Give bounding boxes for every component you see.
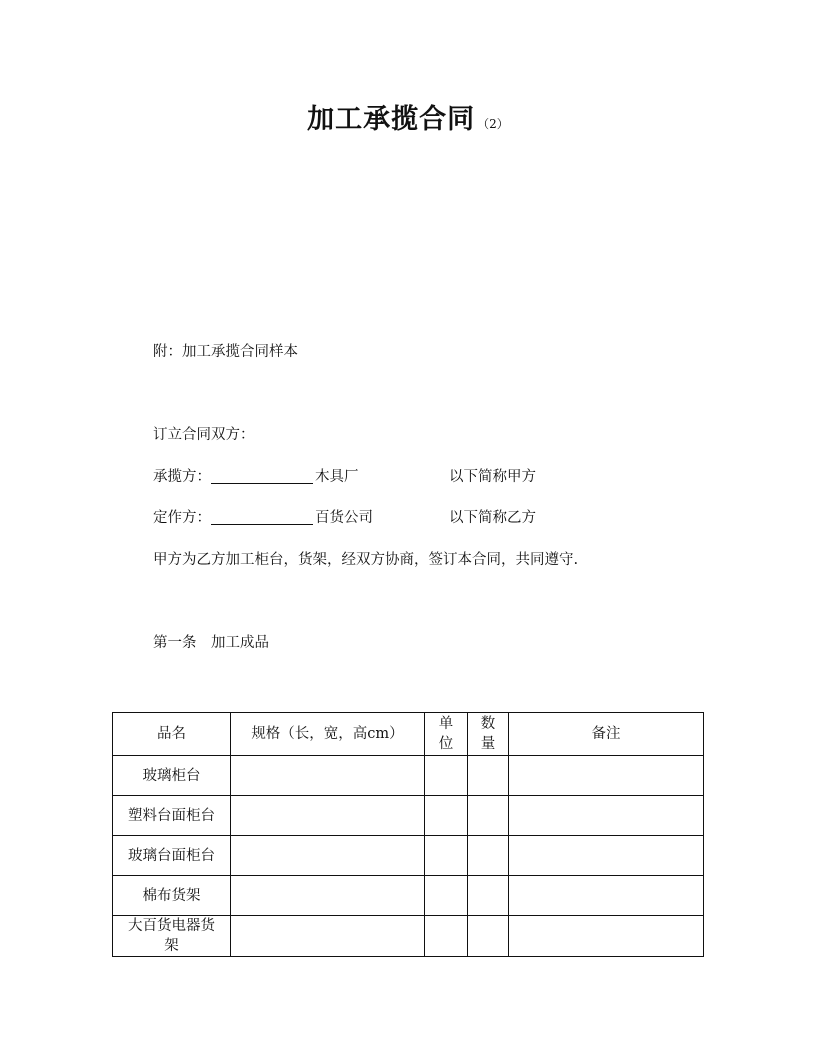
orderer-name: 百货公司 — [315, 510, 373, 526]
table-row — [113, 796, 704, 836]
cell-unit — [425, 876, 468, 916]
header-spec: 规格（长，宽，高cm） — [231, 713, 425, 756]
table-row — [113, 916, 704, 957]
cell-product-name: 玻璃柜台 — [113, 756, 231, 796]
header-quantity: 数量 — [468, 713, 509, 756]
contractor-line — [153, 465, 653, 486]
cell-unit — [425, 836, 468, 876]
cell-remarks — [509, 876, 704, 916]
title-suffix: （2） — [477, 117, 509, 131]
contractor-label: 承揽方： — [153, 469, 211, 485]
table-row — [113, 756, 704, 796]
cell-spec — [231, 756, 425, 796]
table-row — [113, 876, 704, 916]
contractor-name: 木具厂 — [315, 469, 359, 485]
table-row — [113, 836, 704, 876]
contractor-alias: 以下简称甲方 — [449, 469, 536, 485]
cell-spec — [231, 916, 425, 957]
cell-unit — [425, 756, 468, 796]
title-text: 加工承揽合同 — [307, 104, 476, 135]
cell-unit — [425, 916, 468, 957]
cell-spec — [231, 876, 425, 916]
orderer-line — [153, 506, 653, 527]
header-unit: 单位 — [425, 713, 468, 756]
cell-unit — [425, 796, 468, 836]
table-header-row — [113, 713, 704, 756]
cell-remarks — [509, 916, 704, 957]
cell-product-name: 塑料台面柜台 — [113, 796, 231, 836]
cell-product-name: 大百货电器货架 — [113, 916, 231, 957]
cell-quantity — [468, 796, 509, 836]
cell-product-name: 玻璃台面柜台 — [113, 836, 231, 876]
header-product-name: 品名 — [113, 713, 231, 756]
header-remarks: 备注 — [509, 713, 704, 756]
appendix-line: 附：加工承揽合同样本 — [153, 344, 298, 360]
cell-quantity — [468, 916, 509, 957]
cell-remarks — [509, 756, 704, 796]
cell-remarks — [509, 836, 704, 876]
cell-spec — [231, 796, 425, 836]
orderer-label: 定作方： — [153, 510, 211, 526]
products-table — [112, 712, 704, 957]
article-1-heading: 第一条 加工成品 — [153, 635, 269, 651]
orderer-blank — [211, 508, 313, 525]
cell-remarks — [509, 796, 704, 836]
contractor-blank — [211, 467, 313, 484]
cell-quantity — [468, 756, 509, 796]
cell-spec — [231, 836, 425, 876]
document-title — [0, 97, 816, 136]
orderer-alias: 以下简称乙方 — [449, 510, 536, 526]
parties-heading: 订立合同双方： — [153, 427, 255, 443]
cell-product-name: 棉布货架 — [113, 876, 231, 916]
cell-quantity — [468, 836, 509, 876]
cell-quantity — [468, 876, 509, 916]
statement-line: 甲方为乙方加工柜台，货架，经双方协商，签订本合同，共同遵守. — [153, 552, 579, 568]
